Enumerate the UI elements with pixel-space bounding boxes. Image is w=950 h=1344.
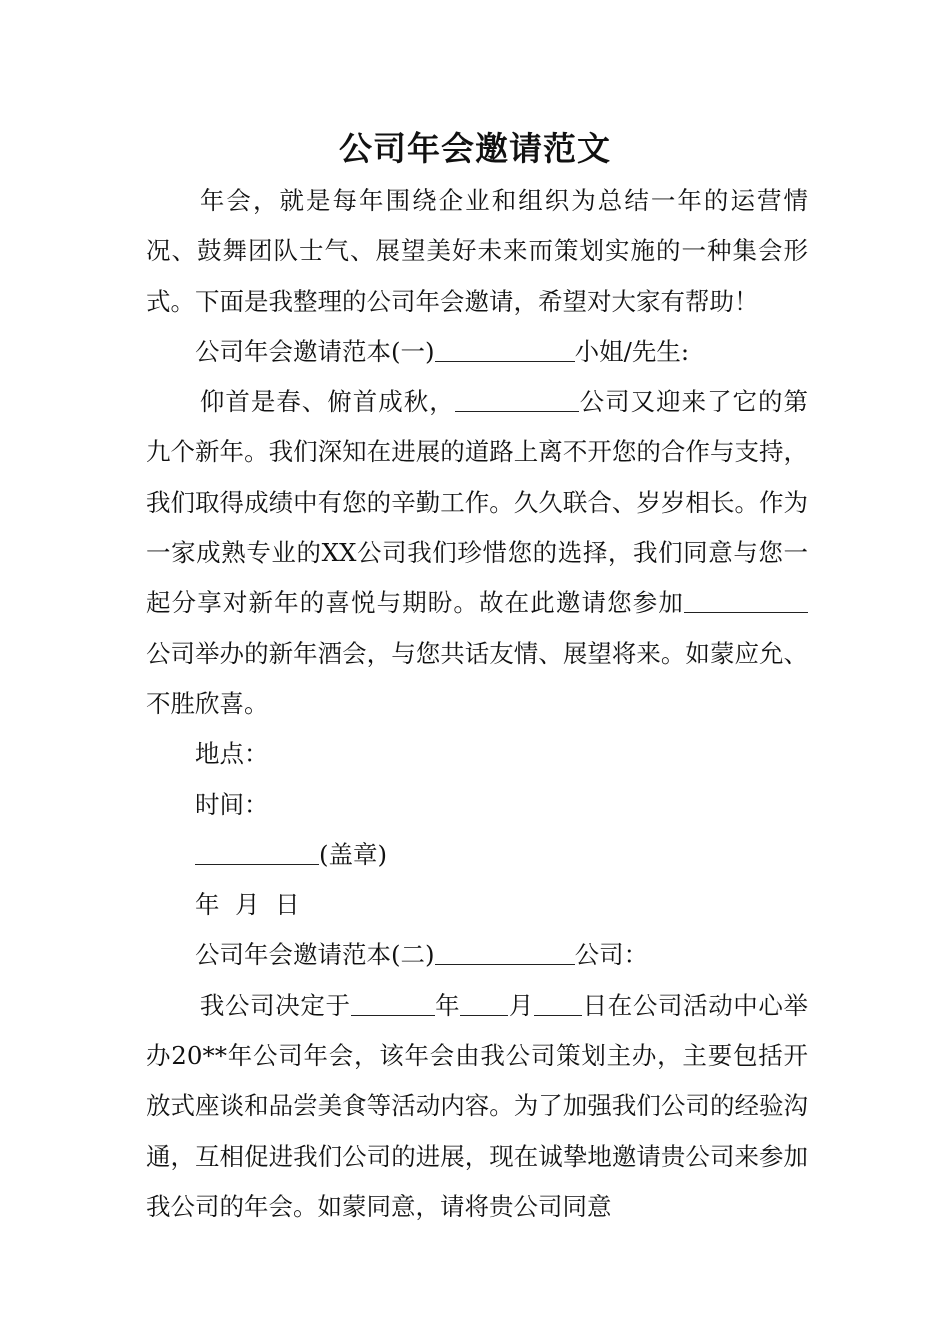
company-name-blank [435, 940, 575, 966]
company-blank [455, 387, 579, 413]
day-blank [534, 990, 582, 1016]
sample1-heading [146, 327, 808, 377]
month-blank [460, 990, 508, 1016]
date-line: 年 月 日 [195, 890, 300, 920]
sample1-para-a: 仰首是春、俯首成秋， [199, 387, 455, 417]
sample1-heading-suffix: 小姐/先生: [574, 336, 690, 366]
sample2-para-b: 日在公司活动中心举办20**年公司年会，该年会由我公司策划主办，主要包括开放式座谈和品尝美食等活动内容。为了加强我们公司的经验沟通，互相促进我们公司的进展，现在诚挚地邀请贵公司来参加我公司的年会。如蒙同意，请将贵公司同意 [146, 990, 809, 1221]
sample1-para-b: 公司又迎来了它的第九个新年。我们深知在进展的道路上离不开您的合作与支持，我们取得成绩中有您的辛勤工作。久久联合、岁岁相长。作为一家成熟专业的XX公司我们珍惜您的选择，我们同意与您一起分享对新年的喜悦与期盼。故在此邀请您参加 [146, 387, 809, 618]
sample1-heading-prefix: 公司年会邀请范本(一) [195, 336, 435, 366]
year-blank [351, 990, 435, 1016]
host-company-blank [684, 588, 808, 614]
intro-paragraph: 年会，就是每年围绕企业和组织为总结一年的运营情况、鼓舞团队士气、展望美好未来而策划实施的一种集会形式。下面是我整理的公司年会邀请，希望对大家有帮助！ [146, 186, 808, 316]
sample2-para-a: 我公司决定于 [199, 990, 351, 1020]
sample2-heading-suffix: 公司： [574, 940, 649, 970]
sample2-paragraph [146, 981, 808, 1232]
document-title: 公司年会邀请范文 [339, 129, 611, 168]
seal-label: (盖章) [319, 839, 388, 869]
place-line: 地点： [195, 739, 269, 769]
sample2-heading [146, 930, 808, 980]
sample2-heading-prefix: 公司年会邀请范本(二) [195, 940, 435, 970]
sample1-paragraph [146, 377, 808, 729]
sample1-para-c: 公司举办的新年酒会，与您共话友情、展望将来。如蒙应允、不胜欣喜。 [146, 638, 808, 718]
document-body [146, 176, 808, 1232]
time-line: 时间： [195, 789, 269, 819]
month-label: 月 [508, 990, 535, 1020]
seal-blank [195, 839, 319, 865]
year-label: 年 [434, 990, 461, 1020]
name-blank [435, 336, 575, 362]
seal-line [146, 830, 808, 880]
